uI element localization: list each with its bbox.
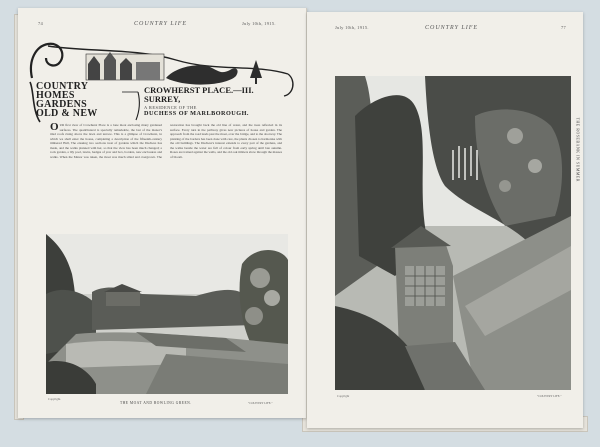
left-photo-credit-right: "COUNTRY LIFE." [248, 401, 273, 405]
left-date: July 10th, 1915. [242, 21, 276, 26]
article-title [144, 86, 294, 104]
masthead-ornament [26, 30, 300, 125]
series-title-line: GARDENS [36, 99, 87, 110]
article-subtitle [144, 105, 294, 117]
right-running-title: COUNTRY LIFE [425, 25, 479, 31]
article-sub-line-1: A RESIDENCE OF THE [144, 105, 197, 110]
moat-photo-caption: THE MOAT AND BOWLING GREEN. [120, 401, 192, 405]
series-title-line: COUNTRY [36, 81, 89, 92]
drop-cap: O [50, 123, 59, 133]
series-title-line: HOMES [36, 90, 75, 101]
right-date: July 10th, 1915. [335, 25, 369, 30]
rosebank-garden-image [335, 76, 571, 390]
article-title-line-2: SURREY, [144, 94, 181, 104]
left-page [18, 8, 307, 418]
series-title [36, 82, 116, 118]
left-running-title: COUNTRY LIFE [134, 21, 188, 27]
article-body [50, 123, 282, 229]
right-page [307, 12, 583, 428]
moat-photo [46, 234, 288, 394]
rosebank-side-caption: THE ROSEBANK IN SUMMER [575, 117, 579, 182]
rosebank-photo [335, 76, 571, 390]
magazine-spread [14, 8, 588, 432]
right-photo-credit-right: "COUNTRY LIFE." [537, 394, 562, 398]
right-photo-credit-left: Copyright [337, 394, 350, 398]
left-photo-credit-left: Copyright. [48, 397, 61, 401]
article-sub-line-2: DUCHESS OF MARLBOROUGH. [144, 110, 249, 117]
moat-garden-image [46, 234, 288, 394]
article-title-line-1: CROWHERST PLACE.—III. [144, 85, 254, 95]
left-page-number: 74 [38, 21, 44, 26]
right-page-number: 77 [561, 25, 567, 30]
series-title-line: OLD & NEW [36, 108, 98, 119]
article-body-text: UR first view of Crowhurst Place is a lone moat enclosing many gardened surfaces. The quadrilateral is specially remarkable, the last of the manor's tiled roofs rising above the lawn and terrace. This is a glimpse of Crowhurst, in which we shall enter the house, completing a description of the fifteenth-century timbered Hall, The ensuing two sections treat of gardens which the Duchess has made, and the walks planned with her, so that the view has been much changed; a rock garden, a lily pool, lawns, hedges of yew and box, borders, new enclosures and walks. When the Manor was taken, the moat was much silted and overgrown. The restoration has brought back the old line of water, and the trees reflected in its surface. Every turn in the pathway gives new pictures of house and garden. The approach from the road leads past the moat, over the bridge, and to the doorway. The planting of the borders has been done with care, the plants chosen to harmonise with the old buildings. The Duchess's interest extends to every part of the gardens, and the walks beside the water are full of colour from early spring until late autumn. Roses are trained against the walls, and the old oak timbers show through the masses of bloom. [50, 123, 282, 159]
